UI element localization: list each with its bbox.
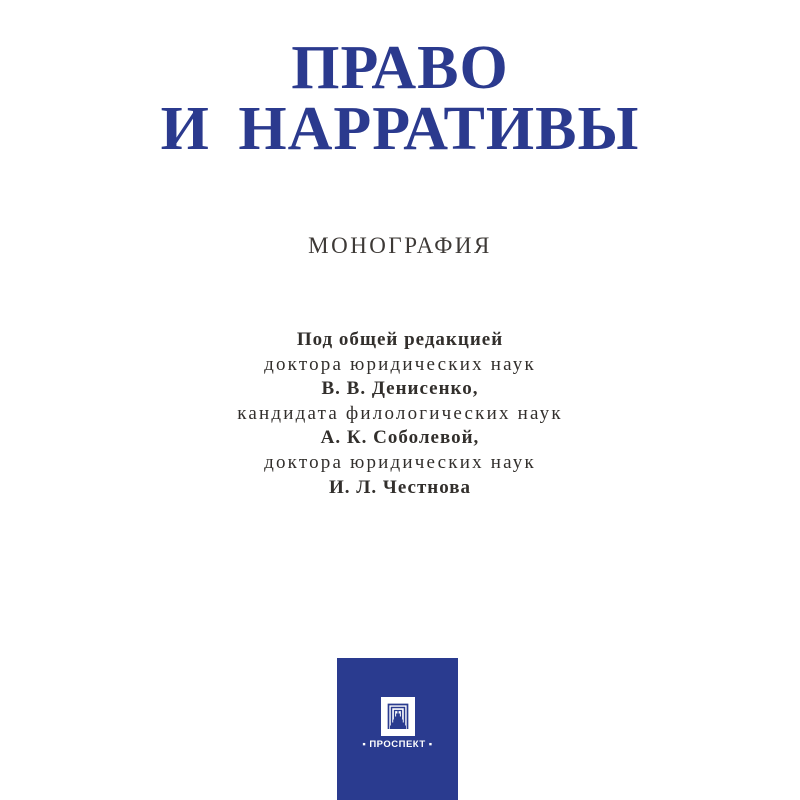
book-title-line1: ПРАВО (291, 34, 509, 102)
editor-name: А. К. Соболевой, (320, 427, 480, 449)
publisher-name: ▪ ПРОСПЕКТ ▪ (362, 739, 433, 750)
publisher-logo (337, 658, 458, 800)
publisher-logo-icon (381, 697, 415, 736)
book-subtitle: МОНОГРАФИЯ (308, 233, 492, 258)
editor-degree-line: доктора юридических наук (264, 451, 536, 473)
editors-block (0, 328, 800, 500)
book-title (0, 34, 800, 163)
book-title-line2: И НАРРАТИВЫ (160, 95, 640, 163)
editors-heading: Под общей редакцией (296, 329, 504, 350)
editor-degree-line: доктора юридических наук (264, 353, 536, 375)
editor-degree-line: кандидата филологических наук (237, 402, 563, 424)
editor-name: В. В. Денисенко, (321, 378, 479, 400)
editor-name: И. Л. Честнова (328, 476, 472, 498)
